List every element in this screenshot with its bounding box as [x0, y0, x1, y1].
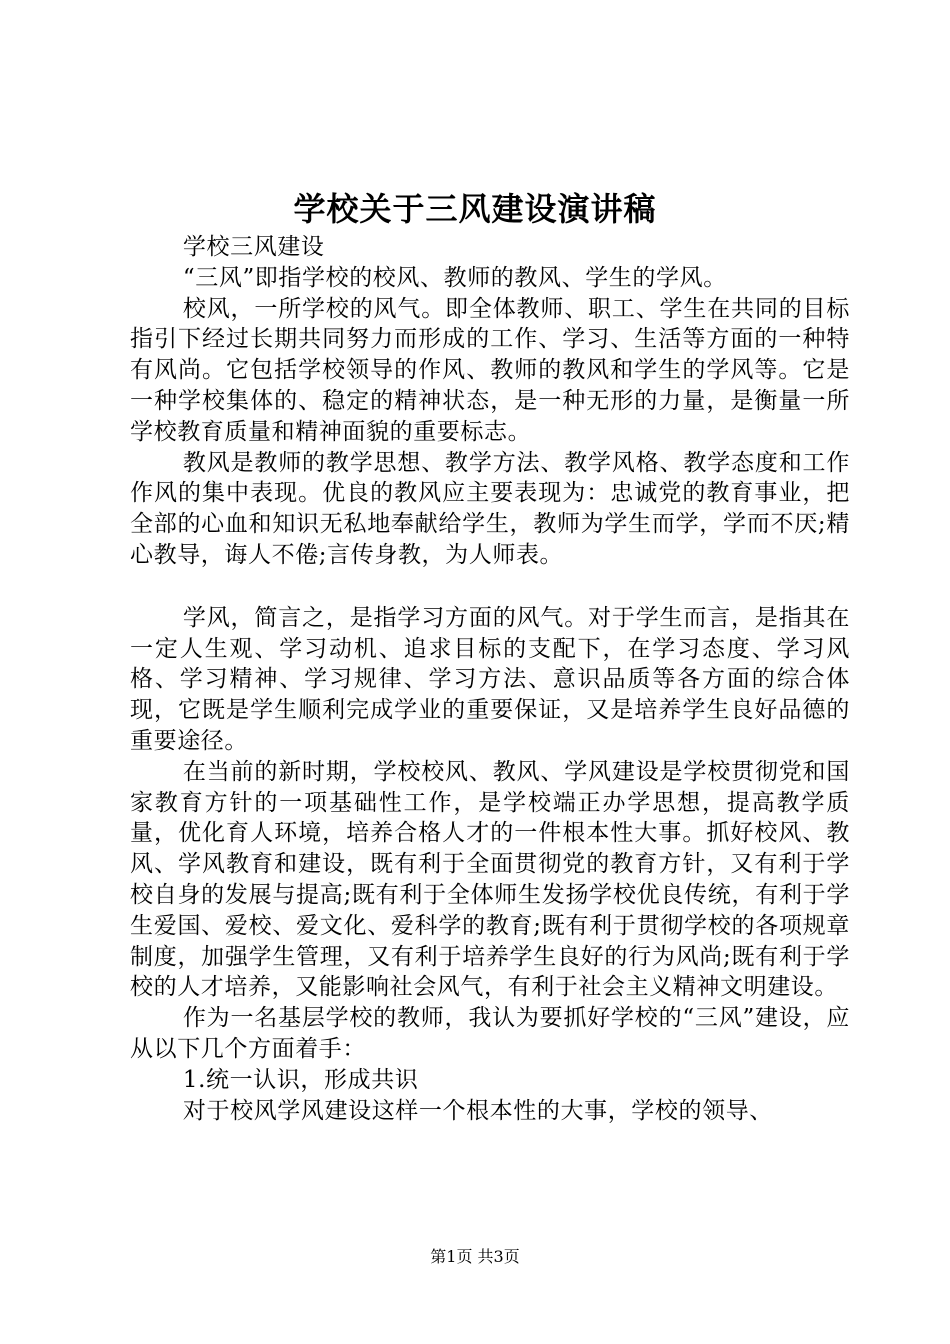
paragraph-school-style: 校风，一所学校的风气。即全体教师、职工、学生在共同的目标指引下经过长期共同努力而形成的工作、学习、生活等方面的一种特有风尚。它包括学校领导的作风、教师的教风和学生的学风等。它是一种学校集体的、稳定的精神状态，是一种无形的力量，是衡量一所学校教育质量和精神面貌的重要标志。	[130, 295, 850, 445]
paragraph-as-teacher: 作为一名基层学校的教师，我认为要抓好学校的“三风”建设，应从以下几个方面着手：	[130, 1005, 850, 1062]
paragraph-teaching-style: 教风是教师的教学思想、教学方法、教学风格、教学态度和工作作风的集中表现。优良的教风应主要表现为：忠诚党的教育事业，把全部的心血和知识无私地奉献给学生，教师为学生而学，学而不厌;精心教导，诲人不倦;言传身教，为人师表。	[130, 449, 850, 568]
paragraph-definition: “三风”即指学校的校风、教师的教风、学生的学风。	[182, 264, 727, 291]
document-title: 学校关于三风建设演讲稿	[293, 190, 657, 228]
paragraph-spacer	[130, 571, 850, 603]
document-body	[130, 232, 850, 1126]
paragraph-study-style: 学风，简言之，是指学习方面的风气。对于学生而言，是指其在一定人生观、学习动机、追求目标的支配下，在学习态度、学习风格、学习精神、学习规律、学习方法、意识品质等各方面的综合体现，它既是学生顺利完成学业的重要保证，又是培养学生良好品德的重要途径。	[130, 604, 850, 754]
paragraph-new-era: 在当前的新时期，学校校风、教风、学风建设是学校贯彻党和国家教育方针的一项基础性工作，是学校端正办学思想，提高教学质量，优化育人环境，培养合格人才的一件根本性大事。抓好校风、教风、学风教育和建设，既有利于全面贯彻党的教育方针，又有利于学校自身的发展与提高;既有利于全体师生发扬学校优良传统，有利于学生爱国、爱校、爱文化、爱科学的教育;既有利于贯彻学校的各项规章制度，加强学生管理，又有利于培养学生良好的行为风尚;既有利于学校的人才培养，又能影响社会风气，有利于社会主义精神文明建设。	[130, 758, 850, 1001]
section-heading-1: 1.统一认识，形成共识	[182, 1066, 419, 1093]
page-number-footer: 第1页 共3页	[430, 1247, 520, 1266]
paragraph-consensus: 对于校风学风建设这样一个根本性的大事，学校的领导、	[182, 1097, 773, 1124]
paragraph-subtitle: 学校三风建设	[182, 234, 325, 260]
